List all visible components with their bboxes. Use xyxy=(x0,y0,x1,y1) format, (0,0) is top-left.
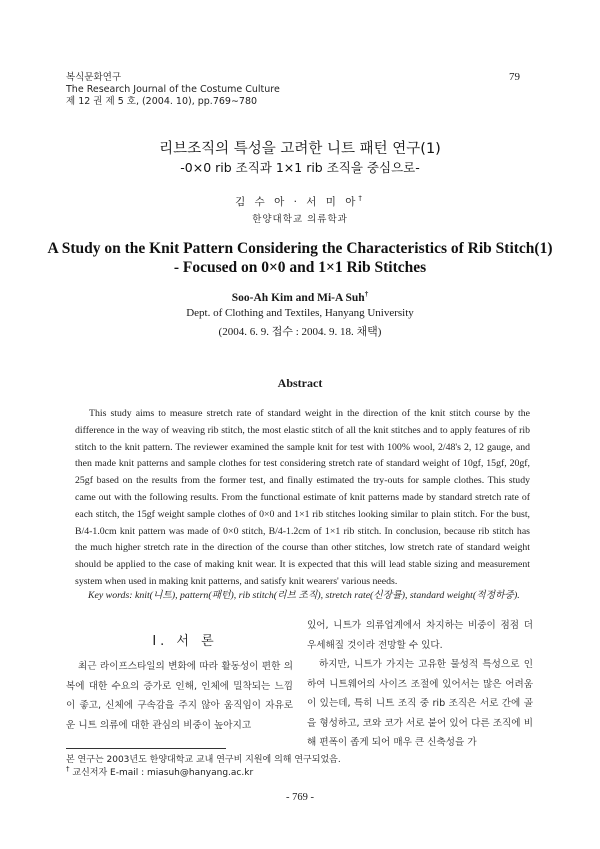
title-english-line1: A Study on the Knit Pattern Considering the Characteristics of Rib Stitch(1) xyxy=(47,240,553,257)
page-number: 79 xyxy=(509,71,520,83)
authors-korean-names: 김 수 아 · 서 미 아 xyxy=(235,196,359,208)
author-mark: † xyxy=(358,194,365,203)
footnote-funding: 본 연구는 2003년도 한양대학교 교내 연구비 지원에 의해 연구되었음. xyxy=(66,755,341,765)
affiliation-korean: 한양대학교 의류학과 xyxy=(252,214,348,225)
abstract-heading: Abstract xyxy=(277,376,323,390)
journal-english-name: The Research Journal of the Costume Culture xyxy=(66,84,280,95)
author-mark-english: † xyxy=(364,290,369,298)
authors-korean xyxy=(0,194,600,209)
right-column-body xyxy=(307,616,533,753)
footnote-corresponding-author xyxy=(66,765,253,778)
footnote-mark: † xyxy=(66,765,70,773)
title-english-line2: - Focused on 0×0 and 1×1 Rib Stitches xyxy=(173,259,427,276)
left-column-body xyxy=(66,657,293,735)
subtitle-korean: -0×0 rib 조직과 1×1 rib 조직을 중심으로- xyxy=(180,160,420,175)
received-accepted-dates: (2004. 6. 9. 접수 : 2004. 9. 18. 채택) xyxy=(218,326,382,338)
section-heading-introduction: Ⅰ. 서 론 xyxy=(152,634,218,649)
left-column-paragraph: 최근 라이프스타일의 변화에 따라 활동성이 편한 의복에 대한 수요의 증가로 인해, 인체에 밀착되는 느낌이 좋고, 신체에 구속감을 주지 않아 움직임이 자유로운 니트 의류에 대한 관심의 비중이 높아지고 xyxy=(66,661,293,731)
footnote-rule xyxy=(66,748,226,749)
footer-page-number: - 769 - xyxy=(286,792,314,803)
affiliation-english: Dept. of Clothing and Textiles, Hanyang University xyxy=(186,307,414,319)
authors-english-names: Soo-Ah Kim and Mi-A Suh xyxy=(231,291,365,304)
abstract-text: This study aims to measure stretch rate of standard weight in the direction of the knit stitch course by the difference in the way of weaving rib stitch, the most elastic stitch of all the knit stitches and to apply features of rib stitch to the knit pattern. The reviewer examined the sample knit for test with 100% wool, 2/48's 2, 12 gauge, and then made knit patterns and sample clothes for test considering stretch rate of standard weight of 10gf, 15gf, 20gf, 25gf based on the results from the former test, and finally estimated the try-outs for sample clothes. This study came out with the following results. From the functional estimate of knit patterns made by standard stretch rate of each stitch, the 15gf weight sample clothes of 0×0 and 1×1 rib stitches looking similar to plain stitch. For the bust, B/4-1.0cm knit pattern was made of 0×0 stitch, B/4-1.2cm of 1×1 rib stitch. In conclusion, because rib stitch has the much higher stretch rate in the direction of the course than other stitches, low stretch rate of standard weight should be applied to the case of making knit wear. It is expected that this will lead stable sizing and measurement system when used in making knit patterns, and satisfy knit wearers' various needs. xyxy=(75,408,530,587)
authors-english xyxy=(0,290,600,304)
journal-volume-info: 제 12 권 제 5 호, (2004. 10), pp.769∼780 xyxy=(66,96,258,107)
right-column-paragraph-1: 있어, 니트가 의류업계에서 차지하는 비중이 점점 더 우세해질 것이라 전망할 수 있다. xyxy=(307,620,533,651)
title-korean: 리브조직의 특성을 고려한 니트 패턴 연구(1) xyxy=(159,141,441,157)
footnote-email: 교신저자 E-mail : miasuh@hanyang.ac.kr xyxy=(72,768,254,778)
keywords: Key words: knit(니트), pattern(패턴), rib stitch(리브 조직), stretch rate(신장률), standard weight(적정하중). xyxy=(88,590,520,601)
right-column-paragraph-2: 하지만, 니트가 가지는 고유한 물성적 특성으로 인하여 니트웨어의 사이즈 조절에 있어서는 많은 어려움이 있는데, 특히 니트 조직 중 rib 조직은 서로 간에 골을 형성하고, 코와 코가 서로 붙어 있어 다른 조직에 비해 편폭이 좁게 되어 매우 큰 신축성을 가 xyxy=(307,659,533,748)
journal-korean-name: 복식문화연구 xyxy=(66,72,122,83)
